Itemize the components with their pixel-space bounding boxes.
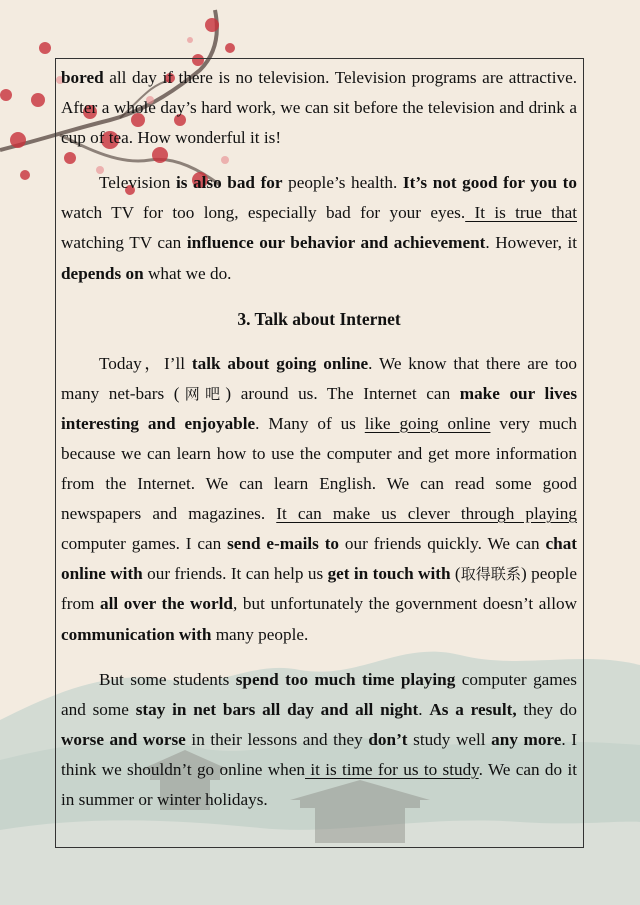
text-run: people’s health. xyxy=(282,173,403,193)
bold-phrase: is also bad for xyxy=(175,173,283,193)
bold-phrase: communication with xyxy=(61,624,212,644)
text-run: . However, it xyxy=(485,233,577,253)
text-run: . Many of us xyxy=(255,413,365,433)
text-run: ( xyxy=(450,564,461,584)
underlined-phrase: It is true that xyxy=(465,203,577,223)
bold-phrase: It’s not good for you to xyxy=(402,173,577,193)
bold-phrase: depends on xyxy=(61,263,144,283)
text-run: Television xyxy=(99,173,176,193)
bold-phrase: make our lives interesting and enjoyable xyxy=(61,383,578,433)
bold-phrase: influence our behavior and achievement xyxy=(186,233,486,253)
bold-phrase: stay in net bars all day and all night xyxy=(135,699,419,719)
bold-phrase: don’t xyxy=(368,729,408,749)
text-run: they do xyxy=(516,699,577,719)
bold-phrase: worse and worse xyxy=(61,729,186,749)
text-run: ) people from xyxy=(61,564,577,614)
text-run: in their lessons and they xyxy=(185,729,369,749)
text-run: study well xyxy=(407,729,492,749)
bold-phrase: spend too much time playing xyxy=(235,669,456,689)
paragraph-tv-health xyxy=(61,168,577,288)
text-run: . We know that there are too many net-bars ( xyxy=(61,353,577,403)
text-run: watching TV can xyxy=(61,233,187,253)
text-run: our friends quickly. We can xyxy=(339,534,546,554)
bold-phrase: get in touch with xyxy=(327,564,451,584)
bold-phrase: all over the world xyxy=(100,594,233,614)
paragraph-internet-benefits xyxy=(61,349,577,650)
text-run: many people. xyxy=(211,624,309,644)
text-run: , but unfortunately the government doesn’t allow xyxy=(232,594,577,614)
text-run: But some students xyxy=(99,669,236,689)
chinese-gloss: 网吧 xyxy=(179,384,226,403)
bold-phrase: bored xyxy=(61,68,104,87)
text-run: computer games and some xyxy=(61,669,577,719)
bold-phrase: As a result, xyxy=(429,699,517,719)
document-body xyxy=(61,63,577,830)
bold-phrase: chat online with xyxy=(61,534,578,584)
paragraph-internet-problems xyxy=(61,665,577,815)
underlined-phrase: like going online xyxy=(364,413,491,433)
text-run: what we do. xyxy=(143,263,232,283)
underlined-phrase: it is time for us to study xyxy=(305,759,479,779)
text-run: our friends. It can help us xyxy=(142,564,328,584)
text-run: all day if there is no television. Television programs are attractive. After a whole day’s hard work, we can sit before the television and drink a cup of tea. How wonderful it is! xyxy=(61,68,577,148)
bold-phrase: any more xyxy=(491,729,562,749)
underlined-phrase: It can make us clever through playing xyxy=(276,504,577,524)
bold-phrase: send e-mails to xyxy=(227,534,340,554)
bold-phrase: talk about going online xyxy=(191,353,369,373)
text-run: . I think we shouldn’t go online when xyxy=(61,729,577,779)
text-run: watch TV for too long, especially bad for your eyes. xyxy=(61,203,466,223)
text-run: ) around us. The Internet can xyxy=(225,383,460,403)
chinese-gloss: 取得联系 xyxy=(460,565,522,584)
text-run: . We can do it in summer or winter holidays. xyxy=(61,759,577,809)
section-heading: 3. Talk about Internet xyxy=(237,308,401,329)
text-run: Today，I’ll xyxy=(99,353,192,373)
text-run: very much because we can learn how to use the computer and get more information from the Internet. We can learn English. We can read some good newspapers and magazines. xyxy=(61,413,577,524)
text-run: computer games. I can xyxy=(61,534,228,554)
paragraph-tv-entertainment xyxy=(61,63,577,153)
text-run: . xyxy=(418,699,430,719)
